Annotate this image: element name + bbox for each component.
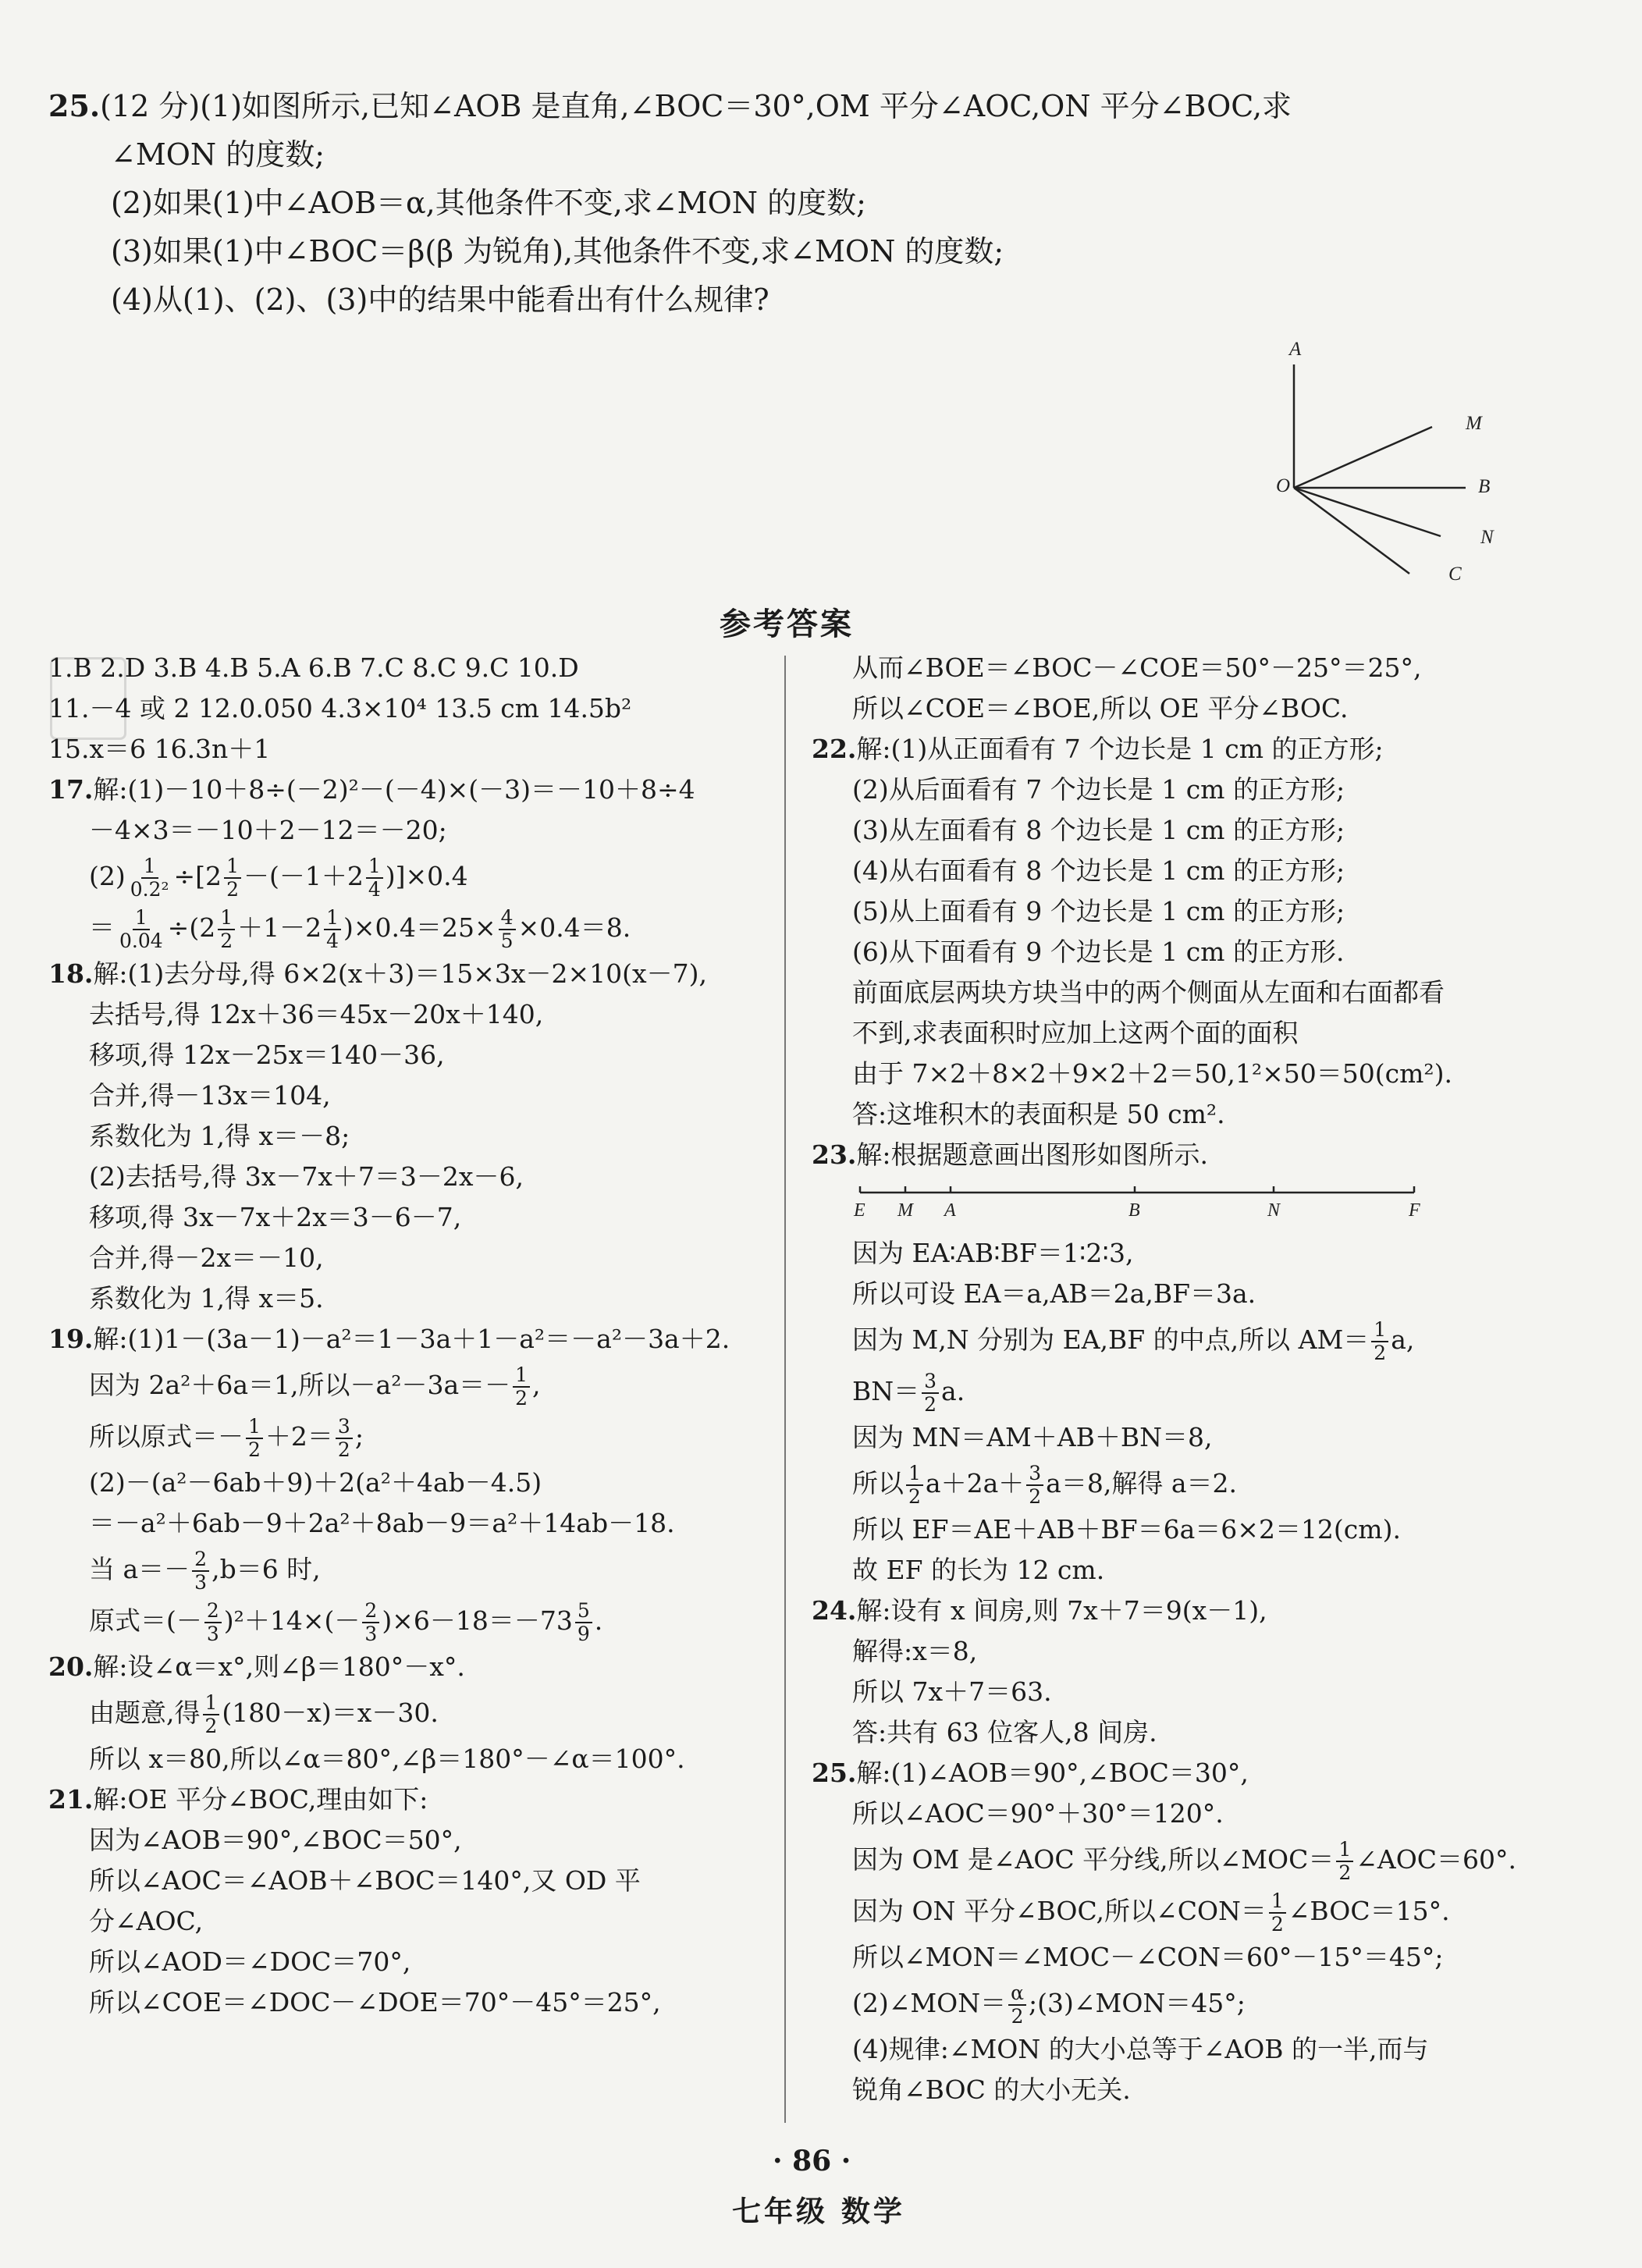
text: －(－1＋2 <box>243 861 364 891</box>
answer-line: 系数化为 1,得 x＝5. <box>89 1283 324 1314</box>
text: ＝ <box>89 912 115 943</box>
text: (2) <box>89 861 126 891</box>
numerator: 1 <box>133 907 150 930</box>
denominator: 2 <box>1011 2005 1024 2028</box>
label-C: C <box>1448 563 1462 585</box>
text: , <box>532 1370 541 1400</box>
numerator: 3 <box>336 1416 353 1439</box>
answer-line: 15.x＝6 16.3n＋1 <box>48 734 271 764</box>
numerator: 3 <box>1026 1463 1043 1486</box>
answer-line <box>812 1886 1600 1937</box>
fraction <box>922 1370 939 1416</box>
denominator: 2 <box>924 1393 937 1416</box>
label-B: B <box>1478 476 1491 497</box>
text: ×0.4＝8. <box>517 912 631 943</box>
fraction <box>224 855 241 901</box>
numerator: 1 <box>906 1463 923 1486</box>
answer-line: 解:OE 平分∠BOC,理由如下: <box>93 1784 428 1815</box>
answer-line: (5)从上面看有 9 个边长是 1 cm 的正方形; <box>852 896 1345 926</box>
text: 原式＝(－ <box>89 1605 202 1636</box>
denominator: 3 <box>206 1623 219 1645</box>
answer-line <box>48 851 766 902</box>
label-N: N <box>1267 1200 1281 1221</box>
answers-right-column <box>812 648 1600 2110</box>
column-divider <box>784 656 786 2123</box>
label-N: N <box>1480 527 1494 548</box>
text: ;(3)∠MON＝45°; <box>1029 1988 1246 2018</box>
answer-line: (6)从下面看有 9 个边长是 1 cm 的正方形. <box>852 937 1345 967</box>
answers-title: 参考答案 <box>720 606 854 642</box>
denominator: 2 <box>1271 1913 1284 1936</box>
answer-line: 所以∠COE＝∠BOE,所以 OE 平分∠BOC. <box>852 693 1349 723</box>
fraction <box>192 1548 209 1594</box>
denominator: 3 <box>364 1623 378 1645</box>
denominator: 2 <box>515 1387 528 1410</box>
denominator: 9 <box>577 1623 590 1645</box>
text: (180－x)＝x－30. <box>222 1697 439 1728</box>
answer-line: 移项,得 3x－7x＋2x＝3－6－7, <box>89 1202 462 1232</box>
segment-figure <box>852 1175 1600 1233</box>
answer-line: 所以∠MON＝∠MOC－∠CON＝60°－15°＝45°; <box>852 1942 1444 1972</box>
question-text: (12 分)(1)如图所示,已知∠AOB 是直角,∠BOC＝30°,OM 平分∠AOC,ON 平分∠BOC,求 <box>100 89 1292 123</box>
answer-line: 解:(1)∠AOB＝90°,∠BOC＝30°, <box>856 1758 1249 1788</box>
answer-line: 解得:x＝8, <box>852 1636 978 1666</box>
numerator: 1 <box>1269 1890 1286 1914</box>
text: a＝8,解得 a＝2. <box>1046 1468 1237 1498</box>
denominator: 2 <box>1029 1485 1042 1508</box>
text: 所以原式＝－ <box>89 1421 243 1452</box>
ray-ON <box>1294 488 1441 536</box>
answer-line: 前面底层两块方块当中的两个侧面从左面和右面都看 <box>852 977 1445 1008</box>
fraction <box>575 1600 592 1645</box>
text: ; <box>354 1421 364 1452</box>
answer-line <box>48 1360 766 1411</box>
answer-line: 解:(1)1－(3a－1)－a²＝1－3a＋1－a²＝－a²－3a＋2. <box>93 1324 730 1354</box>
denominator: 2 <box>248 1438 261 1461</box>
text: 因为 2a²＋6a＝1,所以－a²－3a＝－ <box>89 1370 511 1400</box>
angle-figure <box>1256 332 1514 597</box>
text: )²＋14×(－ <box>223 1605 361 1636</box>
answer-number: 24. <box>812 1595 857 1626</box>
answer-line: 解:(1)从正面看有 7 个边长是 1 cm 的正方形; <box>856 734 1384 764</box>
answer-line: 不到,求表面积时应加上这两个面的面积 <box>852 1018 1299 1048</box>
answer-line <box>48 1687 766 1739</box>
fraction <box>1336 1839 1353 1884</box>
answer-line: 答:这堆积木的表面积是 50 cm². <box>852 1099 1225 1129</box>
answer-line <box>812 1366 1600 1417</box>
page-footer: 七年级 数学 <box>732 2194 905 2228</box>
answer-line: 解:设∠α＝x°,则∠β＝180°－x°. <box>93 1651 465 1682</box>
text: 因为 OM 是∠AOC 平分线,所以∠MOC＝ <box>852 1844 1335 1875</box>
answer-line: 故 EF 的长为 12 cm. <box>852 1555 1105 1585</box>
numerator: 1 <box>1336 1839 1353 1862</box>
label-O: O <box>1276 475 1291 496</box>
numerator: 1 <box>366 855 383 879</box>
answer-line: 合并,得－13x＝104, <box>89 1080 331 1111</box>
answer-line <box>812 1978 1600 2029</box>
numerator: 1 <box>218 907 235 930</box>
text: 由题意,得 <box>89 1697 201 1728</box>
text: . <box>594 1605 603 1636</box>
answer-line: 因为∠AOB＝90°,∠BOC＝50°, <box>89 1825 462 1855</box>
text: 当 a＝－ <box>89 1554 190 1584</box>
answer-line: (4)规律:∠MON 的大小总等于∠AOB 的一半,而与 <box>852 2034 1429 2064</box>
answer-line: 所以∠AOC＝90°＋30°＝120°. <box>852 1798 1224 1829</box>
label-M: M <box>897 1200 913 1221</box>
answer-number: 18. <box>48 958 94 989</box>
denominator: 2 <box>226 878 239 901</box>
label-A: A <box>944 1200 956 1221</box>
answer-line: (2)去括号,得 3x－7x＋7＝3－2x－6, <box>89 1161 524 1192</box>
answer-line: 所以 7x＋7＝63. <box>852 1676 1052 1707</box>
text: )]×0.4 <box>385 861 468 891</box>
numerator: 3 <box>922 1370 939 1394</box>
answer-line: 移项,得 12x－25x＝140－36, <box>89 1040 445 1070</box>
answer-line: 答:共有 63 位客人,8 间房. <box>852 1717 1157 1747</box>
denominator: 2 <box>1374 1342 1387 1364</box>
denominator: 3 <box>194 1571 208 1594</box>
answer-line: 所以 x＝80,所以∠α＝80°,∠β＝180°－∠α＝100°. <box>89 1744 685 1774</box>
answer-line: (2)－(a²－6ab＋9)＋2(a²＋4ab－4.5) <box>89 1467 542 1498</box>
question-text: ∠MON 的度数; <box>111 137 325 172</box>
question-text: (4)从(1)、(2)、(3)中的结果中能看出有什么规律? <box>111 283 769 317</box>
question-text: (2)如果(1)中∠AOB＝α,其他条件不变,求∠MON 的度数; <box>111 186 866 220</box>
answer-number: 23. <box>812 1139 857 1170</box>
answer-line: 所以∠COE＝∠DOC－∠DOE＝70°－45°＝25°, <box>89 1987 661 2017</box>
numerator: 1 <box>141 855 158 879</box>
label-F: F <box>1409 1200 1420 1221</box>
numerator: 2 <box>204 1600 222 1623</box>
fraction <box>1269 1890 1286 1936</box>
denominator: 4 <box>368 878 381 901</box>
segment-diagram <box>852 1175 1445 1233</box>
answer-line: 解:(1)去分母,得 6×2(x＋3)＝15×3x－2×10(x－7), <box>93 958 707 989</box>
text: ÷[2 <box>173 861 222 891</box>
answer-line: 系数化为 1,得 x＝－8; <box>89 1121 350 1151</box>
numerator: 1 <box>1371 1319 1388 1342</box>
fraction <box>1008 1982 1026 2028</box>
fraction <box>1026 1463 1043 1508</box>
question-text: (3)如果(1)中∠BOC＝β(β 为锐角),其他条件不变,求∠MON 的度数; <box>111 234 1004 268</box>
text: ,b＝6 时, <box>211 1554 321 1584</box>
answer-line <box>48 1544 766 1595</box>
text: 因为 ON 平分∠BOC,所以∠CON＝ <box>852 1896 1267 1926</box>
answer-number: 25. <box>812 1758 857 1788</box>
answer-line <box>812 1314 1600 1366</box>
answer-line: 解:(1)－10＋8÷(－2)²－(－4)×(－3)＝－10＋8÷4 <box>93 774 695 805</box>
denominator: 2 <box>1338 1861 1352 1884</box>
answer-line: (3)从左面看有 8 个边长是 1 cm 的正方形; <box>852 815 1345 845</box>
answer-number: 21. <box>48 1784 94 1815</box>
fraction <box>362 1600 379 1645</box>
answer-line: 锐角∠BOC 的大小无关. <box>852 2074 1131 2105</box>
answer-line <box>48 902 766 954</box>
fraction <box>499 907 516 952</box>
text: )×0.4＝25× <box>343 912 496 943</box>
denominator: 0.04 <box>119 930 163 952</box>
answer-line: －4×3＝－10＋2－12＝－20; <box>89 815 447 845</box>
text: (2)∠MON＝ <box>852 1988 1007 2018</box>
text: a, <box>1391 1324 1415 1355</box>
text: 因为 M,N 分别为 EA,BF 的中点,所以 AM＝ <box>852 1324 1370 1355</box>
text: 所以 <box>852 1468 904 1498</box>
answer-line: 11.－4 或 2 12.0.050 4.3×10⁴ 13.5 cm 14.5b² <box>48 693 632 723</box>
angle-diagram <box>1256 332 1514 597</box>
ray-OM <box>1294 427 1432 488</box>
label-M: M <box>1466 413 1482 434</box>
fraction <box>366 855 383 901</box>
fraction <box>1371 1319 1388 1364</box>
question-25 <box>48 82 1292 324</box>
fraction <box>218 907 235 952</box>
numerator: 1 <box>224 855 241 879</box>
numerator: 1 <box>513 1364 530 1388</box>
fraction <box>117 907 165 952</box>
answer-line: 去括号,得 12x＋36＝45x－20x＋140, <box>89 999 544 1029</box>
denominator: 0.2² <box>130 878 169 901</box>
fraction <box>513 1364 530 1410</box>
numerator: 2 <box>192 1548 209 1572</box>
numerator: 5 <box>575 1600 592 1623</box>
denominator: 4 <box>326 930 339 952</box>
answer-line <box>812 1458 1600 1509</box>
answer-line <box>48 1411 766 1463</box>
text: )×6－18＝－73 <box>382 1605 573 1636</box>
answer-number: 22. <box>812 734 857 764</box>
fraction <box>336 1416 353 1461</box>
answer-line: 合并,得－2x＝－10, <box>89 1242 324 1273</box>
answer-line: 解:设有 x 间房,则 7x＋7＝9(x－1), <box>856 1595 1267 1626</box>
numerator: 2 <box>362 1600 379 1623</box>
answer-line <box>48 1595 766 1647</box>
text: ∠AOC＝60°. <box>1356 1844 1517 1875</box>
denominator: 2 <box>908 1485 921 1508</box>
answer-number: 19. <box>48 1324 94 1354</box>
answer-line: 分∠AOC, <box>89 1906 204 1936</box>
answer-line: 1.B 2.D 3.B 4.B 5.A 6.B 7.C 8.C 9.C 10.D <box>48 652 579 683</box>
answers-left-column <box>48 648 766 2023</box>
text: ＋2＝ <box>265 1421 333 1452</box>
numerator: 1 <box>324 907 341 930</box>
numerator: 4 <box>499 907 516 930</box>
answer-line: 因为 MN＝AM＋AB＋BN＝8, <box>852 1422 1213 1452</box>
denominator: 5 <box>500 930 514 952</box>
answer-line: (4)从右面看有 8 个边长是 1 cm 的正方形; <box>852 855 1345 886</box>
fraction <box>324 907 341 952</box>
text: BN＝ <box>852 1376 920 1406</box>
denominator: 2 <box>220 930 233 952</box>
fraction <box>246 1416 263 1461</box>
answer-line: 所以 EF＝AE＋AB＋BF＝6a＝6×2＝12(cm). <box>852 1514 1401 1545</box>
text: ∠BOC＝15°. <box>1288 1896 1450 1926</box>
text: a. <box>941 1376 965 1406</box>
numerator: 1 <box>246 1416 263 1439</box>
fraction <box>204 1600 222 1645</box>
denominator: 2 <box>337 1438 350 1461</box>
text: ＋1－2 <box>237 912 322 943</box>
answer-line: (2)从后面看有 7 个边长是 1 cm 的正方形; <box>852 774 1345 805</box>
label-A: A <box>1289 339 1302 360</box>
fraction <box>906 1463 923 1508</box>
answer-line: 从而∠BOE＝∠BOC－∠COE＝50°－25°＝25°, <box>852 652 1422 683</box>
answer-line: 所以∠AOC＝∠AOB＋∠BOC＝140°,又 OD 平 <box>89 1865 641 1896</box>
answer-line: 由于 7×2＋8×2＋9×2＋2＝50,1²×50＝50(cm²). <box>852 1058 1452 1089</box>
question-number: 25. <box>48 88 101 123</box>
page-number: · 86 · <box>773 2145 851 2177</box>
denominator: 2 <box>204 1715 218 1737</box>
answer-line: 解:根据题意画出图形如图所示. <box>856 1139 1209 1170</box>
numerator: α <box>1008 1982 1026 2006</box>
fraction <box>203 1692 220 1737</box>
ray-OC <box>1294 488 1409 574</box>
answer-number: 17. <box>48 774 94 805</box>
label-B: B <box>1128 1200 1140 1221</box>
text: ÷(2 <box>167 912 216 943</box>
fraction <box>128 855 172 901</box>
answer-line: 因为 EA∶AB∶BF＝1∶2∶3, <box>852 1238 1134 1268</box>
answer-line: 所以可设 EA＝a,AB＝2a,BF＝3a. <box>852 1278 1256 1309</box>
answer-line: 所以∠AOD＝∠DOC＝70°, <box>89 1946 411 1977</box>
answer-line: ＝－a²＋6ab－9＋2a²＋8ab－9＝a²＋14ab－18. <box>89 1508 675 1538</box>
text: a＋2a＋ <box>925 1468 1025 1498</box>
answer-line <box>812 1834 1600 1886</box>
answer-number: 20. <box>48 1651 94 1682</box>
numerator: 1 <box>203 1692 220 1715</box>
label-E: E <box>854 1200 865 1221</box>
